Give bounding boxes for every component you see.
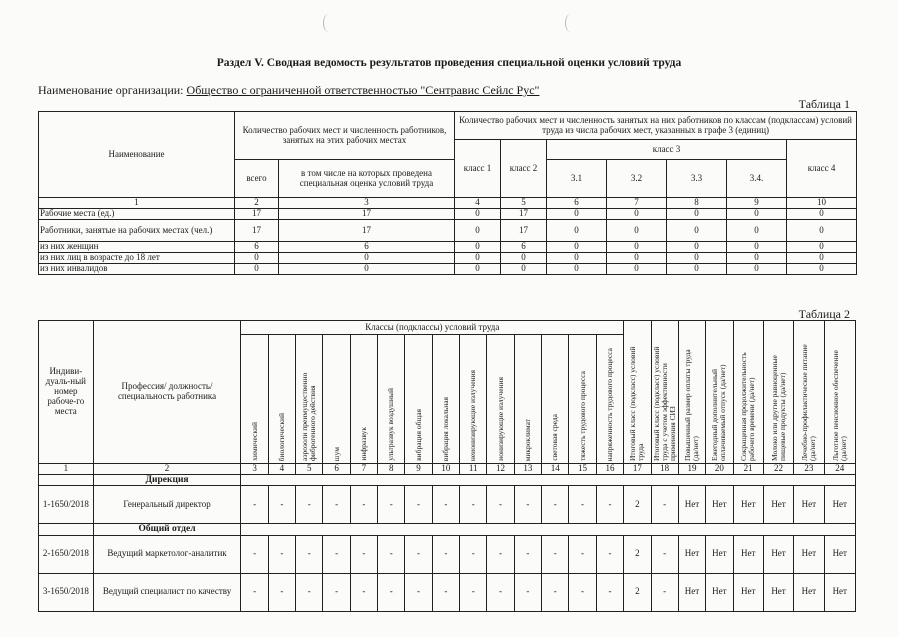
vertical-header-text: микроклимат	[522, 418, 532, 461]
page-title: Раздел V. Сводная ведомость результатов проведения специальной оценки условий труда	[216, 57, 682, 69]
t1-cell: 0	[667, 220, 727, 242]
vertical-header-text: Сокращенная продолжительность рабочего времени (да/нет)	[739, 352, 757, 461]
t1-header-total: всего	[235, 160, 279, 198]
t1-header-class1: класс 1	[455, 140, 501, 198]
t1-row-label: Рабочие места (ед.)	[39, 209, 235, 220]
t2-header-factor	[405, 335, 432, 464]
t1-cell: 6	[501, 242, 547, 253]
table-row	[39, 220, 857, 242]
t2-cell: -	[460, 573, 487, 611]
t2-cell: -	[378, 573, 405, 611]
t2-cell: Нет	[794, 573, 824, 611]
t2-cell: -	[350, 535, 377, 573]
t1-column-number: 9	[727, 198, 787, 209]
t2-cell: -	[241, 486, 268, 524]
t1-header-sub32: 3.2	[607, 160, 667, 198]
vertical-header-text: вибрация локальная	[440, 396, 450, 461]
t2-cell: -	[405, 573, 432, 611]
t2-cell: 2	[624, 573, 651, 611]
vertical-header-text: Льготное пенсионное обеспечение (да/нет)	[830, 350, 848, 461]
t2-column-number: 11	[460, 464, 487, 475]
t2-column-number: 20	[706, 464, 733, 475]
t1-cell: 0	[607, 220, 667, 242]
vertical-header-text: аэрозоли преимущественно фиброгенного действия	[300, 372, 318, 461]
t2-column-number: 17	[624, 464, 651, 475]
t1-cell: 0	[455, 242, 501, 253]
section-row	[39, 475, 856, 486]
t2-column-number: 19	[678, 464, 705, 475]
t1-cell: 0	[547, 242, 607, 253]
t2-header-factor	[487, 335, 514, 464]
summary-table	[38, 111, 857, 275]
t2-cell: Нет	[706, 535, 733, 573]
t2-cell: -	[651, 535, 678, 573]
t1-cell: 0	[547, 209, 607, 220]
t1-cell: 0	[547, 253, 607, 264]
vertical-header-text: Повышенный размер оплаты труда (да/нет)	[683, 349, 700, 461]
t1-cell: 0	[501, 264, 547, 275]
t1-column-number: 3	[279, 198, 455, 209]
workplace-id: 3-1650/2018	[39, 573, 94, 611]
t1-cell: 0	[727, 253, 787, 264]
t1-cell: 17	[279, 220, 455, 242]
t1-column-number: 6	[547, 198, 607, 209]
t2-cell: Нет	[794, 535, 824, 573]
vertical-header-text: инфразвук	[358, 427, 368, 461]
t2-cell: Нет	[824, 573, 855, 611]
t1-cell: 0	[667, 253, 727, 264]
t2-cell: -	[651, 486, 678, 524]
t1-cell: 0	[235, 264, 279, 275]
t2-column-number: 4	[268, 464, 295, 475]
t2-cell: -	[651, 573, 678, 611]
t1-column-number: 10	[787, 198, 857, 209]
section-spacer	[39, 524, 94, 535]
t1-cell: 0	[547, 264, 607, 275]
t1-cell: 0	[455, 220, 501, 242]
profession-name: Генеральный директор	[93, 486, 241, 524]
table-row	[39, 486, 856, 524]
t2-column-number: 8	[378, 464, 405, 475]
t2-header-extra	[824, 321, 855, 464]
t2-cell: -	[323, 535, 350, 573]
vertical-header-text: напряженность трудового процесса	[605, 347, 614, 461]
t1-cell: 0	[667, 264, 727, 275]
t2-cell: Нет	[706, 486, 733, 524]
t1-header-sub33: 3.3	[667, 160, 727, 198]
t1-column-number: 7	[607, 198, 667, 209]
table-row	[39, 535, 856, 573]
t2-header-factor	[542, 335, 569, 464]
t1-cell: 0	[607, 242, 667, 253]
organization-label: Наименование организации:	[38, 83, 184, 97]
t2-column-number: 13	[514, 464, 541, 475]
t1-cell: 0	[455, 264, 501, 275]
t2-cell: -	[514, 573, 541, 611]
t2-column-number: 21	[733, 464, 763, 475]
t2-header-extra	[763, 321, 793, 464]
table1-label: Таблица 1	[798, 97, 850, 111]
t2-header-factor	[268, 335, 295, 464]
t2-cell: -	[569, 486, 596, 524]
t2-header-extra	[651, 321, 678, 464]
t1-header-class3: класс 3	[547, 140, 787, 160]
summary-table-body	[39, 112, 857, 275]
t1-cell: 0	[607, 264, 667, 275]
t2-cell: -	[350, 573, 377, 611]
t2-cell: -	[569, 573, 596, 611]
t2-header-factor	[514, 335, 541, 464]
t2-cell: -	[323, 486, 350, 524]
t1-cell: 0	[455, 209, 501, 220]
t2-column-number: 2	[93, 464, 241, 475]
t2-header-id: Индиви-дуаль-ный номер рабоче-го места	[39, 321, 94, 464]
t2-column-number: 23	[794, 464, 824, 475]
t2-cell: Нет	[733, 486, 763, 524]
t2-cell: -	[542, 573, 569, 611]
t2-header-extra	[706, 321, 733, 464]
vertical-header-text: Лечебно-профилактическое питание (да/нет)	[800, 344, 817, 461]
t2-header-factor	[569, 335, 596, 464]
t2-cell: -	[542, 486, 569, 524]
t2-cell: Нет	[824, 535, 855, 573]
t2-cell: Нет	[763, 535, 793, 573]
t1-cell: 0	[787, 242, 857, 253]
t1-cell: 17	[279, 209, 455, 220]
table-row	[39, 264, 857, 275]
t1-header-name: Наименование	[39, 112, 235, 198]
t2-header-factor	[596, 335, 624, 464]
t2-cell: -	[405, 535, 432, 573]
t1-header-assessed: в том числе на которых проведена специальная оценка условий труда	[279, 160, 455, 198]
t2-cell: Нет	[824, 486, 855, 524]
t1-cell: 0	[727, 209, 787, 220]
t2-column-number: 6	[323, 464, 350, 475]
t2-header-factor	[323, 335, 350, 464]
t2-column-number: 18	[651, 464, 678, 475]
t2-cell: -	[596, 573, 624, 611]
t2-cell: Нет	[763, 486, 793, 524]
t2-cell: -	[487, 573, 514, 611]
t1-header-sub31: 3.1	[547, 160, 607, 198]
vertical-header-text: ультразвук воздушный	[386, 388, 396, 461]
t2-cell: -	[268, 486, 295, 524]
organization-line	[38, 83, 539, 98]
t2-cell: -	[378, 486, 405, 524]
t1-cell: 6	[235, 242, 279, 253]
t2-column-numbers	[39, 464, 856, 475]
t2-cell: -	[296, 535, 323, 573]
t2-cell: Нет	[678, 535, 705, 573]
t2-cell: 2	[624, 486, 651, 524]
organization-name: Общество с ограниченной ответственностью "Сентравис Сейлс Рус"	[186, 83, 540, 97]
table2-label: Таблица 2	[798, 307, 850, 321]
t2-cell: -	[460, 535, 487, 573]
t1-row-label: из них инвалидов	[39, 264, 235, 275]
t2-cell: -	[241, 535, 268, 573]
t2-header-factor	[296, 335, 323, 464]
vertical-header-text: световая среда	[550, 414, 560, 461]
section-spacer	[39, 475, 94, 486]
t1-header-class4: класс 4	[787, 140, 857, 198]
t1-cell: 0	[727, 220, 787, 242]
t2-column-number: 9	[405, 464, 432, 475]
vertical-header-text: Ежегодный дополнительный оплачиваемый отпуск (да/нет)	[710, 364, 728, 461]
table-row	[39, 253, 857, 264]
t1-cell: 0	[235, 253, 279, 264]
t2-cell: -	[323, 573, 350, 611]
t2-cell: Нет	[763, 573, 793, 611]
t1-cell: 0	[787, 220, 857, 242]
t1-cell: 0	[727, 264, 787, 275]
t2-cell: -	[296, 486, 323, 524]
t2-column-number: 3	[241, 464, 268, 475]
t2-column-number: 7	[350, 464, 377, 475]
t2-header-profession: Профессия/ должность/ специальность работника	[93, 321, 241, 464]
t1-row-label: из них лиц в возрасте до 18 лет	[39, 253, 235, 264]
vertical-header-text: ионизирующие излучения	[495, 377, 505, 461]
table-row	[39, 242, 857, 253]
t1-cell: 0	[607, 253, 667, 264]
t1-header-workplaces: Количество рабочих мест и численность работников, занятых на этих рабочих местах	[235, 112, 455, 160]
workplace-id: 2-1650/2018	[39, 535, 94, 573]
t1-cell: 0	[787, 264, 857, 275]
t2-column-number: 14	[542, 464, 569, 475]
t1-cell: 0	[667, 242, 727, 253]
t1-row-label: Работники, занятые на рабочих местах (чел.)	[39, 220, 235, 242]
t1-column-number: 4	[455, 198, 501, 209]
t1-cell: 0	[667, 209, 727, 220]
table-row	[39, 573, 856, 611]
vertical-header-text: Молоко или другие равноценные пищевые продукты (да/нет)	[769, 355, 787, 461]
t1-column-number: 8	[667, 198, 727, 209]
t1-cell: 0	[279, 264, 455, 275]
t2-cell: -	[241, 573, 268, 611]
vertical-header-text: вибрация общая	[413, 409, 423, 461]
t2-cell: -	[514, 535, 541, 573]
t2-column-number: 5	[296, 464, 323, 475]
t1-cell: 0	[455, 253, 501, 264]
t2-cell: Нет	[733, 573, 763, 611]
vertical-header-text: тяжесть трудового процесса	[577, 371, 587, 461]
t2-cell: -	[296, 573, 323, 611]
t1-cell: 0	[787, 253, 857, 264]
t1-cell: 17	[501, 209, 547, 220]
t2-cell: -	[596, 535, 624, 573]
t2-cell: -	[405, 486, 432, 524]
t2-header-factor	[378, 335, 405, 464]
t2-cell: -	[487, 535, 514, 573]
t2-header-extra	[624, 321, 651, 464]
t2-cell: Нет	[794, 486, 824, 524]
t2-header-factor	[350, 335, 377, 464]
t2-header-factor	[460, 335, 487, 464]
t1-cell: 0	[547, 220, 607, 242]
t1-column-numbers	[39, 198, 857, 209]
t1-header-sub34: 3.4.	[727, 160, 787, 198]
t2-column-number: 16	[596, 464, 624, 475]
section-spacer	[241, 524, 856, 535]
t1-column-number: 5	[501, 198, 547, 209]
vertical-header-text: биологический	[276, 412, 286, 461]
t2-cell: -	[487, 486, 514, 524]
t2-cell: -	[350, 486, 377, 524]
t1-header-class2: класс 2	[501, 140, 547, 198]
t2-column-number: 10	[432, 464, 459, 475]
t2-header-extra	[794, 321, 824, 464]
workplace-table	[38, 320, 856, 612]
t1-column-number: 1	[39, 198, 235, 209]
section-spacer	[241, 475, 856, 486]
section-row	[39, 524, 856, 535]
t2-column-number: 12	[487, 464, 514, 475]
scan-mark	[565, 14, 576, 32]
t1-cell: 17	[501, 220, 547, 242]
t1-cell: 0	[727, 242, 787, 253]
t1-header-classes: Количество рабочих мест и численность занятых на них работников по классам (подклассам) условий труда из числа рабочих мест, указанных в графе 3 (единиц)	[455, 112, 857, 140]
t2-cell: 2	[624, 535, 651, 573]
t2-header-factor	[241, 335, 268, 464]
t2-cell: Нет	[678, 486, 705, 524]
t2-cell: -	[432, 573, 459, 611]
t1-cell: 17	[235, 209, 279, 220]
t2-cell: -	[268, 535, 295, 573]
t2-column-number: 1	[39, 464, 94, 475]
t2-cell: -	[378, 535, 405, 573]
t2-cell: -	[460, 486, 487, 524]
t2-cell: -	[432, 535, 459, 573]
t2-cell: Нет	[706, 573, 733, 611]
t1-cell: 0	[279, 253, 455, 264]
workplace-id: 1-1650/2018	[39, 486, 94, 524]
t2-column-number: 15	[569, 464, 596, 475]
t2-cell: Нет	[678, 573, 705, 611]
t2-cell: -	[569, 535, 596, 573]
t1-cell: 0	[607, 209, 667, 220]
t2-header-classes: Классы (подклассы) условий труда	[241, 321, 624, 335]
profession-name: Ведущий маркетолог-аналитик	[93, 535, 241, 573]
t2-cell: -	[514, 486, 541, 524]
t2-header-factor	[432, 335, 459, 464]
t1-cell: 6	[279, 242, 455, 253]
table-row	[39, 209, 857, 220]
t2-column-number: 24	[824, 464, 855, 475]
vertical-header-text: шум	[331, 446, 341, 461]
scan-mark	[323, 14, 334, 32]
vertical-header-text: химический	[249, 422, 259, 461]
section-title: Общий отдел	[93, 524, 241, 535]
t2-header-extra	[678, 321, 705, 464]
t1-cell: 0	[787, 209, 857, 220]
vertical-header-text: Итоговый класс (подкласс) условий труда с учетом эффективности применения СИЗ	[651, 346, 677, 461]
t2-cell: -	[596, 486, 624, 524]
t1-cell: 0	[501, 253, 547, 264]
t2-header-extra	[733, 321, 763, 464]
t1-cell: 17	[235, 220, 279, 242]
t2-cell: Нет	[733, 535, 763, 573]
profession-name: Ведущий специалист по качеству	[93, 573, 241, 611]
vertical-header-text: Итоговый класс (подкласс) условий труда	[628, 346, 646, 461]
t2-column-number: 22	[763, 464, 793, 475]
t2-cell: -	[268, 573, 295, 611]
t2-cell: -	[432, 486, 459, 524]
section-title: Дирекция	[93, 475, 241, 486]
workplace-table-body	[39, 321, 856, 612]
t1-column-number: 2	[235, 198, 279, 209]
vertical-header-text: неионизирующие излучения	[468, 369, 478, 461]
t1-row-label: из них женщин	[39, 242, 235, 253]
t2-cell: -	[542, 535, 569, 573]
